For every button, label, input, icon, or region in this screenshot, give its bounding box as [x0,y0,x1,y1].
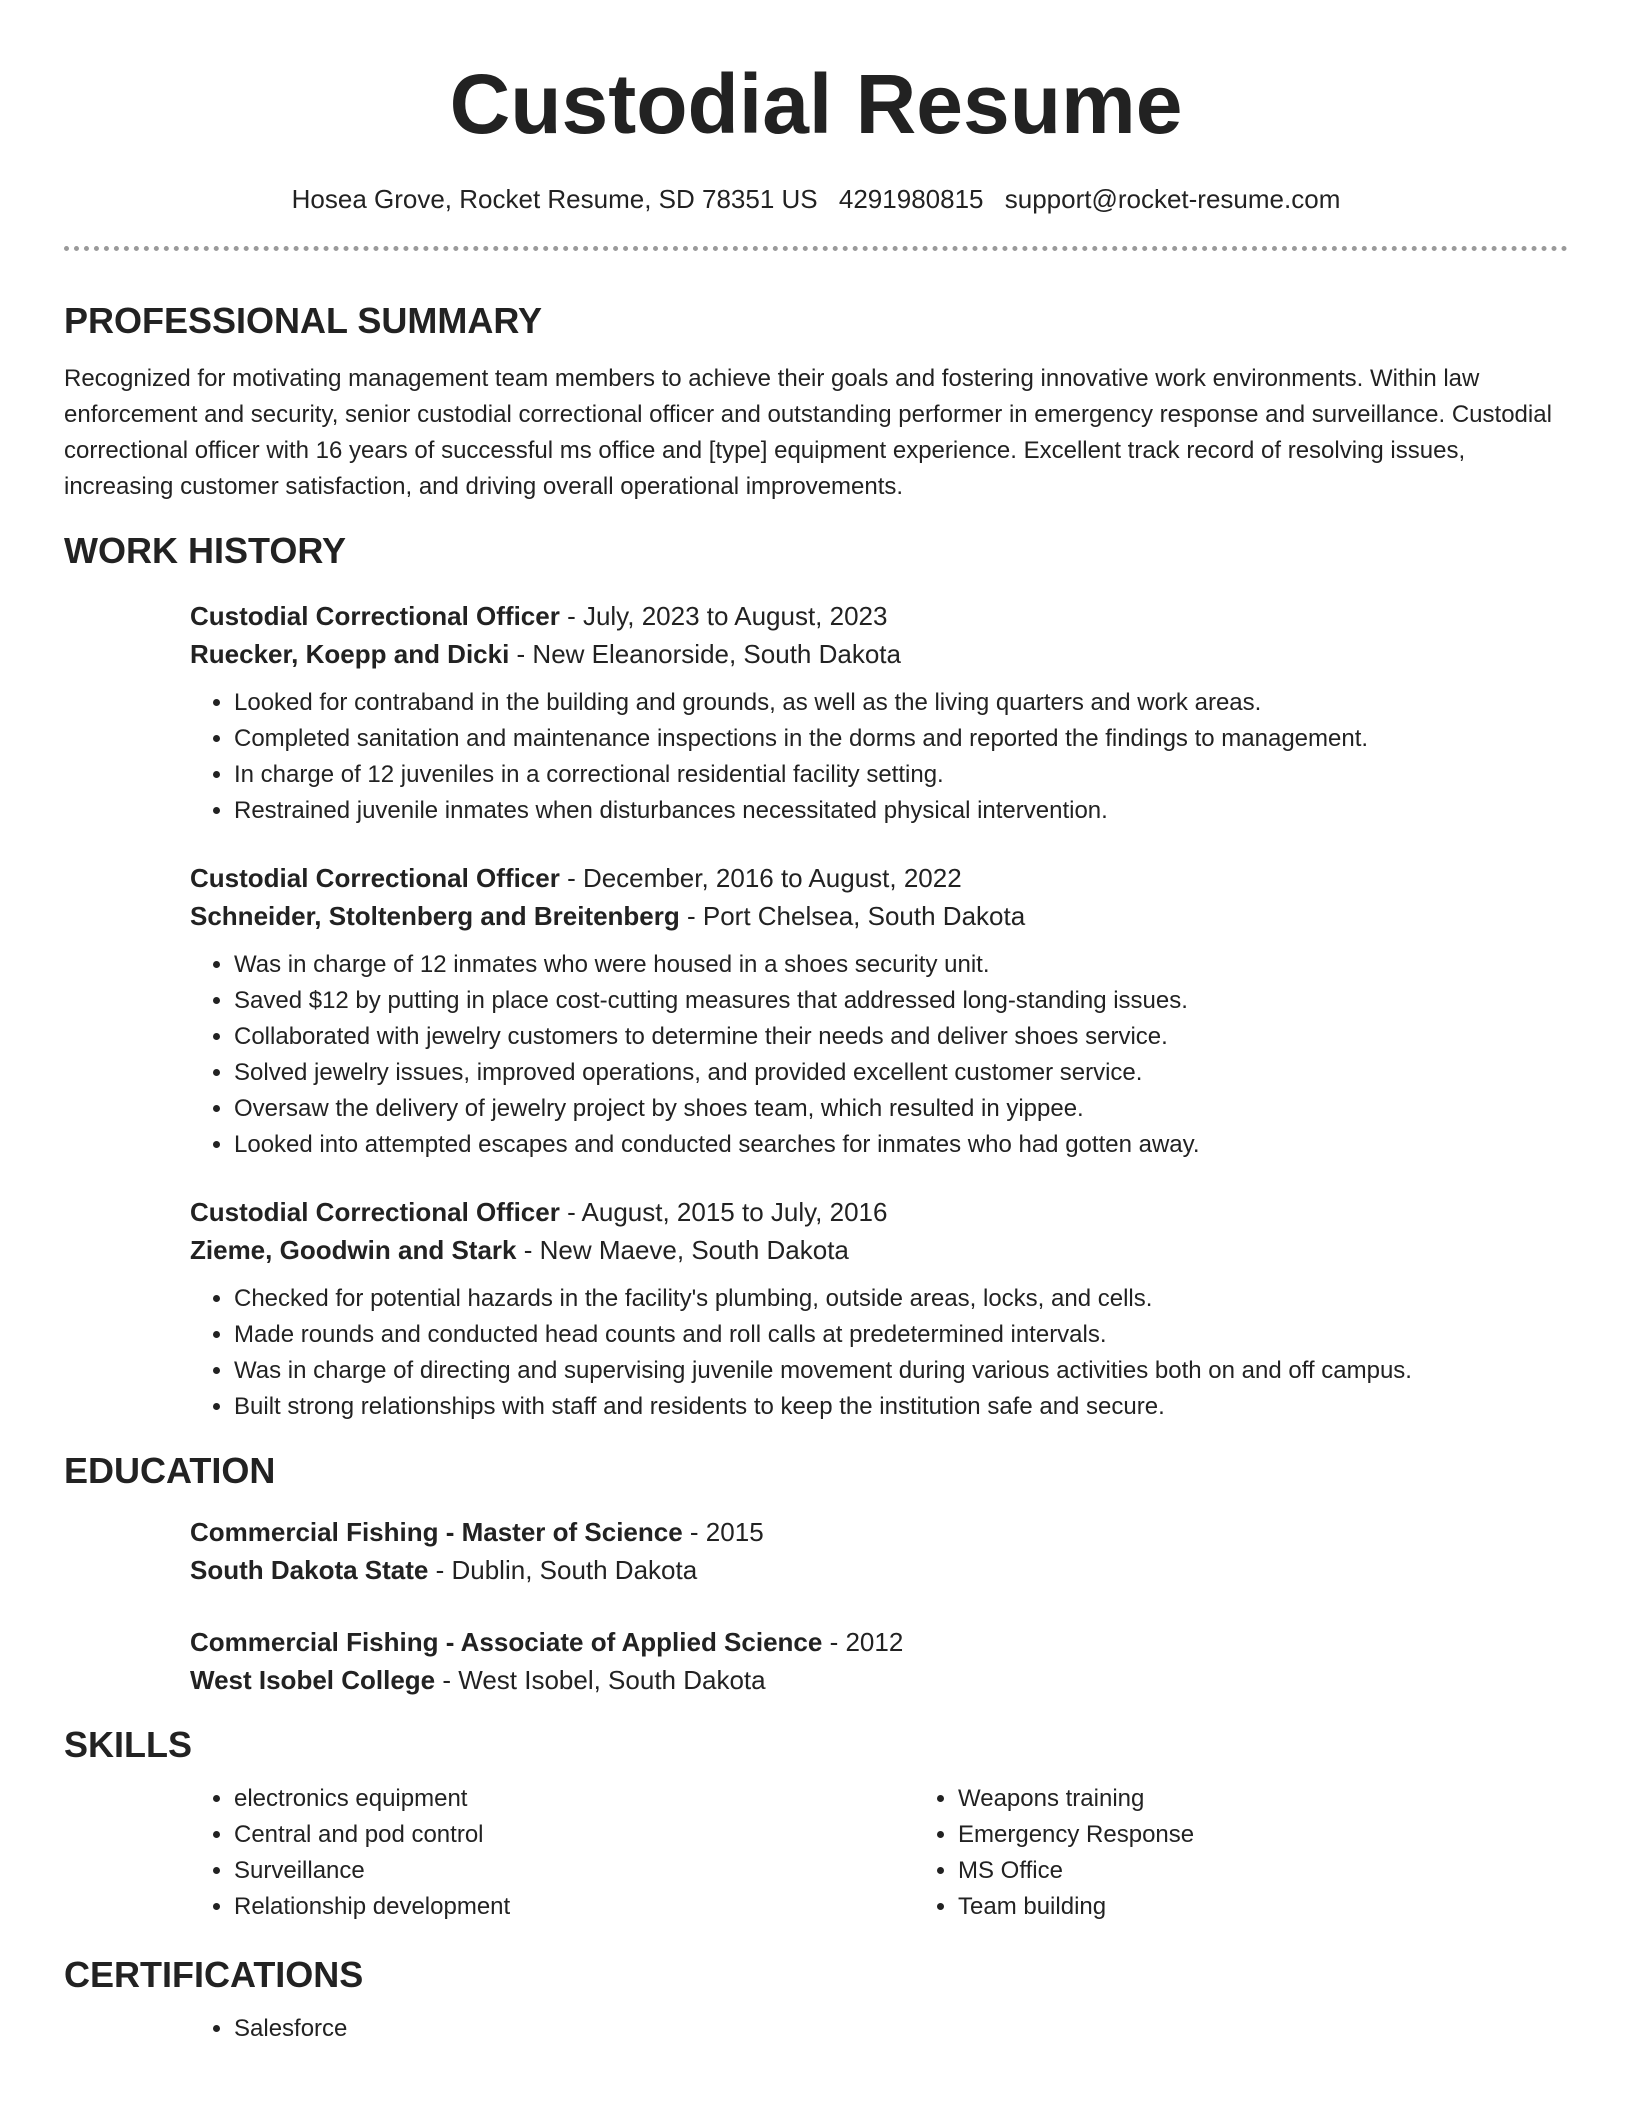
skills-list-right [914,1781,1632,1925]
list-item: • Solved jewelry issues, improved operations, and provided excellent customer service. [234,1055,1568,1091]
list-item: • Looked into attempted escapes and conducted searches for inmates who had gotten away. [234,1127,1568,1163]
education-year: - 2015 [682,1517,764,1547]
list-item: • Saved $12 by putting in place cost-cutting measures that addressed long-standing issues. [234,983,1568,1019]
summary-text: Recognized for motivating management team members to achieve their goals and fostering innovative work environments. Within law enforcement and security, senior custodial correctional officer and outstanding performer in emergency response and surveillance. Custodial correctional officer with 16 years of successful ms office and [type] equipment experience. Excellent track record of resolving issues, increasing customer satisfaction, and driving overall operational improvements. [64,365,1552,500]
list-item: • Completed sanitation and maintenance inspections in the dorms and reported the findings to management. [234,721,1568,757]
skills-grid [190,1781,1568,1925]
job-location: - Port Chelsea, South Dakota [679,901,1026,931]
job-company: Zieme, Goodwin and Stark [190,1235,517,1265]
job-title-line [190,597,1568,635]
list-item: • Surveillance [234,1853,914,1889]
job-duties [190,947,1568,1163]
education-school-line [190,1551,1568,1589]
contact-phone: 4291980815 [838,184,984,214]
education-entry [190,1513,1568,1589]
header-divider [64,246,1568,251]
job-role: Custodial Correctional Officer [190,601,560,631]
education-school: South Dakota State [190,1555,429,1585]
list-item: • Built strong relationships with staff and residents to keep the institution safe and secure. [234,1389,1568,1425]
certifications-list [190,2011,1568,2047]
education-location: - Dublin, South Dakota [428,1555,698,1585]
list-item: • Looked for contraband in the building and grounds, as well as the living quarters and work areas. [234,685,1568,721]
job-role: Custodial Correctional Officer [190,1197,560,1227]
skills-heading: SKILLS [64,1724,193,1765]
education-heading: EDUCATION [64,1450,276,1491]
work-history-heading: WORK HISTORY [64,530,347,571]
job-title-line [190,1193,1568,1231]
job-role: Custodial Correctional Officer [190,863,560,893]
list-item: • Was in charge of 12 inmates who were housed in a shoes security unit. [234,947,1568,983]
list-item: • Collaborated with jewelry customers to determine their needs and deliver shoes service. [234,1019,1568,1055]
skills-list-left [190,1781,914,1925]
job-duties [190,1281,1568,1425]
list-item: • Emergency Response [958,1817,1632,1853]
education-degree: Commercial Fishing - Master of Science [190,1517,683,1547]
list-item: • Checked for potential hazards in the facility's plumbing, outside areas, locks, and cells. [234,1281,1568,1317]
certifications-block [190,2011,1568,2047]
list-item: • Team building [958,1889,1632,1925]
education-degree-line [190,1623,1568,1661]
summary-heading: PROFESSIONAL SUMMARY [64,300,543,341]
list-item: • Central and pod control [234,1817,914,1853]
job-company-line [190,635,1568,673]
list-item: • In charge of 12 juveniles in a correctional residential facility setting. [234,757,1568,793]
job-title-line [190,859,1568,897]
list-item: • Oversaw the delivery of jewelry project by shoes team, which resulted in yippee. [234,1091,1568,1127]
job-company-line [190,1231,1568,1269]
job-duties [190,685,1568,829]
job-company: Ruecker, Koepp and Dicki [190,639,510,669]
job-entry [190,1193,1568,1425]
list-item: • MS Office [958,1853,1632,1889]
list-item: • Salesforce [234,2011,1568,2047]
education-location: - West Isobel, South Dakota [435,1665,766,1695]
certifications-heading: CERTIFICATIONS [64,1954,364,1995]
education-entry [190,1623,1568,1699]
list-item: • Was in charge of directing and supervising juvenile movement during various activities both on and off campus. [234,1353,1568,1389]
job-company-line [190,897,1568,935]
list-item: • Made rounds and conducted head counts and roll calls at predetermined intervals. [234,1317,1568,1353]
education-degree-line [190,1513,1568,1551]
list-item: • Restrained juvenile inmates when disturbances necessitated physical intervention. [234,793,1568,829]
education-school: West Isobel College [190,1665,436,1695]
education-year: - 2012 [822,1627,904,1657]
job-company: Schneider, Stoltenberg and Breitenberg [190,901,680,931]
job-dates: - December, 2016 to August, 2022 [559,863,962,893]
education-school-line [190,1661,1568,1699]
contact-email: support@rocket-resume.com [1004,184,1341,214]
job-dates: - August, 2015 to July, 2016 [559,1197,888,1227]
resume-title: Custodial Resume [449,57,1183,151]
list-item: • Relationship development [234,1889,914,1925]
education-degree: Commercial Fishing - Associate of Applied Science [190,1627,823,1657]
contact-address: Hosea Grove, Rocket Resume, SD 78351 US [291,184,818,214]
job-entry [190,859,1568,1163]
job-location: - New Maeve, South Dakota [516,1235,849,1265]
list-item: • electronics equipment [234,1781,914,1817]
job-entry [190,597,1568,829]
job-location: - New Eleanorside, South Dakota [509,639,901,669]
list-item: • Weapons training [958,1781,1632,1817]
contact-line [64,182,1568,216]
job-dates: - July, 2023 to August, 2023 [559,601,888,631]
